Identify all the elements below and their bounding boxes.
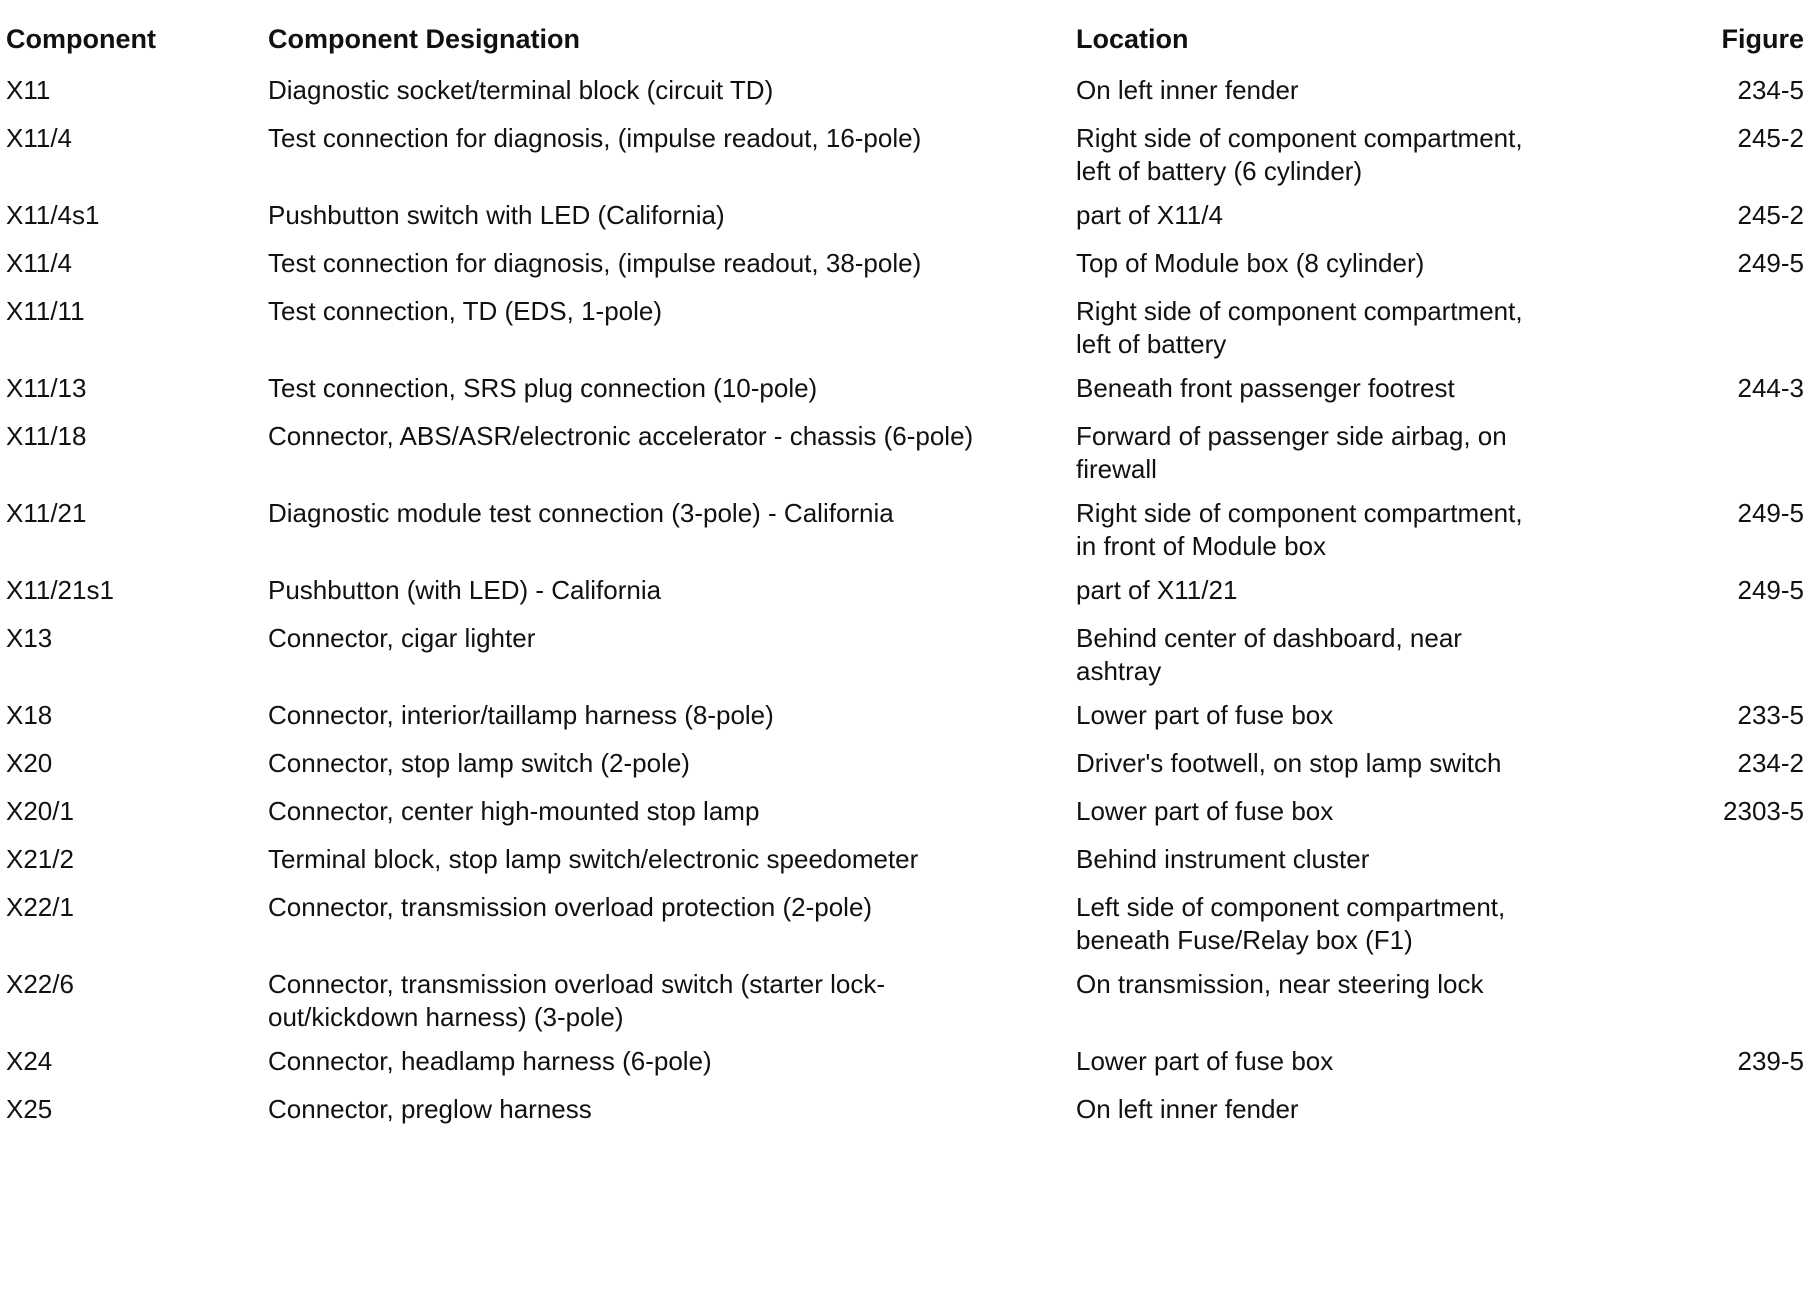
figure-number — [1636, 843, 1804, 876]
component-location — [1076, 574, 1636, 607]
designation-line: Connector, transmission overload protection (2-pole) — [268, 892, 873, 922]
component-location — [1076, 699, 1636, 732]
component-code: X21/2 — [6, 844, 74, 874]
location-line: left of battery (6 cylinder) — [1076, 156, 1363, 186]
designation-line: Test connection, TD (EDS, 1-pole) — [268, 296, 663, 326]
location-line: On transmission, near steering lock — [1076, 969, 1484, 999]
location-line: ashtray — [1076, 656, 1162, 686]
component-code: X11/21s1 — [6, 575, 114, 605]
location-line: Behind center of dashboard, near — [1076, 623, 1462, 653]
component-code: X13 — [6, 623, 53, 653]
component-code: X22/6 — [6, 969, 74, 999]
table-row — [6, 968, 1804, 1034]
designation-line: Connector, interior/taillamp harness (8-pole) — [268, 700, 774, 730]
component-designation — [268, 372, 1076, 405]
table-row — [6, 420, 1804, 486]
figure-number: 245-2 — [1737, 123, 1804, 153]
component-designation — [268, 574, 1076, 607]
designation-line: Test connection for diagnosis, (impulse readout, 38-pole) — [268, 248, 922, 278]
table-row — [6, 795, 1804, 828]
component-code: X11/4 — [6, 123, 73, 153]
component-code: X20/1 — [6, 796, 74, 826]
location-line: Driver's footwell, on stop lamp switch — [1076, 748, 1502, 778]
table-row — [6, 574, 1804, 607]
component-code: X11/13 — [6, 373, 87, 403]
component-location — [1076, 295, 1636, 361]
component-location — [1076, 122, 1636, 188]
figure-number: 244-3 — [1737, 373, 1804, 403]
component-designation — [268, 247, 1076, 280]
location-line: Left side of component compartment, — [1076, 892, 1506, 922]
component-code: X11/18 — [6, 421, 87, 451]
component-location — [1076, 968, 1636, 1034]
location-line: beneath Fuse/Relay box (F1) — [1076, 925, 1413, 955]
figure-number: 2303-5 — [1723, 796, 1804, 826]
component-designation — [268, 891, 1076, 957]
table-row — [6, 497, 1804, 563]
location-line: Right side of component compartment, — [1076, 498, 1523, 528]
figure-number: 249-5 — [1737, 575, 1804, 605]
component-designation — [268, 199, 1076, 232]
location-line: On left inner fender — [1076, 1094, 1299, 1124]
designation-line: Connector, headlamp harness (6-pole) — [268, 1046, 712, 1076]
location-line: Forward of passenger side airbag, on — [1076, 421, 1507, 451]
designation-line: Diagnostic module test connection (3-pole) - California — [268, 498, 894, 528]
component-designation — [268, 843, 1076, 876]
location-line: firewall — [1076, 454, 1157, 484]
component-designation — [268, 1045, 1076, 1078]
component-designation — [268, 1093, 1076, 1126]
table-row — [6, 247, 1804, 280]
component-location — [1076, 843, 1636, 876]
table-row — [6, 622, 1804, 688]
component-table — [6, 22, 1804, 1126]
figure-number — [1636, 1093, 1804, 1126]
location-line: Lower part of fuse box — [1076, 1046, 1334, 1076]
component-location — [1076, 747, 1636, 780]
table-header — [6, 22, 1804, 74]
location-line: Right side of component compartment, — [1076, 123, 1523, 153]
component-designation — [268, 497, 1076, 563]
figure-number — [1636, 420, 1804, 486]
component-location — [1076, 372, 1636, 405]
figure-number: 249-5 — [1737, 248, 1804, 278]
component-code: X22/1 — [6, 892, 74, 922]
header-location: Location — [1076, 24, 1189, 54]
table-row — [6, 295, 1804, 361]
component-location — [1076, 1045, 1636, 1078]
figure-number — [1636, 968, 1804, 1034]
figure-number: 234-5 — [1737, 75, 1804, 105]
component-designation — [268, 699, 1076, 732]
table-row — [6, 1045, 1804, 1078]
location-line: On left inner fender — [1076, 75, 1299, 105]
designation-line: Connector, transmission overload switch (starter lock- — [268, 969, 886, 999]
component-designation — [268, 747, 1076, 780]
figure-number: 249-5 — [1737, 498, 1804, 528]
figure-number — [1636, 891, 1804, 957]
location-line: part of X11/21 — [1076, 575, 1238, 605]
table-body — [6, 74, 1804, 1126]
designation-line: Test connection, SRS plug connection (10-pole) — [268, 373, 818, 403]
component-code: X24 — [6, 1046, 53, 1076]
header-designation: Component Designation — [268, 24, 580, 54]
component-code: X11/4s1 — [6, 200, 100, 230]
designation-line: Connector, stop lamp switch (2-pole) — [268, 748, 690, 778]
component-location — [1076, 622, 1636, 688]
component-designation — [268, 295, 1076, 361]
designation-line: Diagnostic socket/terminal block (circuit TD) — [268, 75, 774, 105]
component-location — [1076, 1093, 1636, 1126]
location-line: Top of Module box (8 cylinder) — [1076, 248, 1425, 278]
component-location — [1076, 420, 1636, 486]
component-designation — [268, 74, 1076, 107]
component-code: X25 — [6, 1094, 53, 1124]
designation-line: Connector, preglow harness — [268, 1094, 592, 1124]
location-line: Lower part of fuse box — [1076, 700, 1334, 730]
component-location — [1076, 247, 1636, 280]
component-code: X18 — [6, 700, 53, 730]
component-code: X11/11 — [6, 296, 85, 326]
table-row — [6, 747, 1804, 780]
designation-line: Connector, center high-mounted stop lamp — [268, 796, 760, 826]
figure-number — [1636, 622, 1804, 688]
component-designation — [268, 420, 1076, 486]
table-row — [6, 199, 1804, 232]
table-row — [6, 1093, 1804, 1126]
table-row — [6, 843, 1804, 876]
component-location — [1076, 497, 1636, 563]
component-location — [1076, 795, 1636, 828]
component-designation — [268, 122, 1076, 188]
component-code: X11/21 — [6, 498, 87, 528]
component-code: X20 — [6, 748, 53, 778]
location-line: Right side of component compartment, — [1076, 296, 1523, 326]
figure-number: 239-5 — [1737, 1046, 1804, 1076]
component-location — [1076, 199, 1636, 232]
table-row — [6, 372, 1804, 405]
designation-line: out/kickdown harness) (3-pole) — [268, 1002, 624, 1032]
location-line: Beneath front passenger footrest — [1076, 373, 1455, 403]
table-row — [6, 891, 1804, 957]
table-row — [6, 74, 1804, 107]
location-line: Lower part of fuse box — [1076, 796, 1334, 826]
component-designation — [268, 795, 1076, 828]
component-location — [1076, 74, 1636, 107]
location-line: in front of Module box — [1076, 531, 1327, 561]
table-row — [6, 122, 1804, 188]
component-location — [1076, 891, 1636, 957]
table-row — [6, 699, 1804, 732]
location-line: left of battery — [1076, 329, 1227, 359]
designation-line: Connector, ABS/ASR/electronic accelerator - chassis (6-pole) — [268, 421, 974, 451]
component-designation — [268, 968, 1076, 1034]
component-code: X11/4 — [6, 248, 73, 278]
designation-line: Pushbutton (with LED) - California — [268, 575, 662, 605]
header-figure: Figure — [1721, 24, 1804, 54]
location-line: part of X11/4 — [1076, 200, 1223, 230]
designation-line: Terminal block, stop lamp switch/electronic speedometer — [268, 844, 919, 874]
header-component: Component — [6, 24, 156, 54]
figure-number: 233-5 — [1737, 700, 1804, 730]
designation-line: Pushbutton switch with LED (California) — [268, 200, 725, 230]
designation-line: Test connection for diagnosis, (impulse readout, 16-pole) — [268, 123, 922, 153]
component-designation — [268, 622, 1076, 688]
location-line: Behind instrument cluster — [1076, 844, 1370, 874]
designation-line: Connector, cigar lighter — [268, 623, 536, 653]
figure-number: 234-2 — [1737, 748, 1804, 778]
component-code: X11 — [6, 75, 51, 105]
figure-number — [1636, 295, 1804, 361]
figure-number: 245-2 — [1737, 200, 1804, 230]
